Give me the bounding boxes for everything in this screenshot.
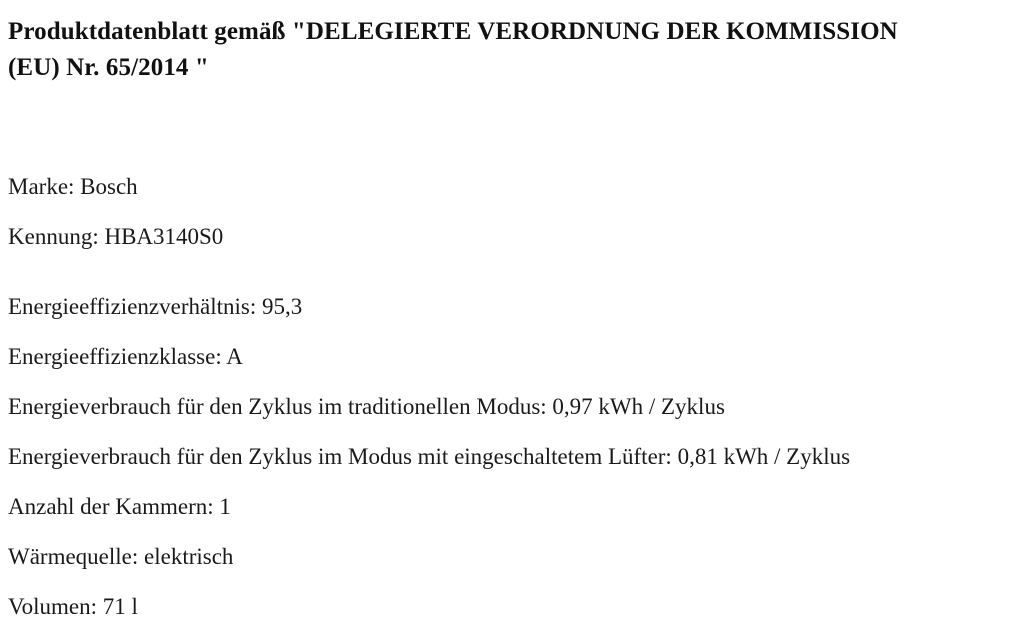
page-title-line-1: Produktdatenblatt gemäß "DELEGIERTE VERORDNUNG DER KOMMISSION xyxy=(8,18,898,45)
energy-efficiency-class-line: Energieeffizienzklasse: A xyxy=(8,344,243,369)
heat-source-line: Wärmequelle: elektrisch xyxy=(8,544,234,569)
identification-block xyxy=(8,162,1016,262)
page-title xyxy=(8,14,1016,86)
page-title-line-2: (EU) Nr. 65/2014 " xyxy=(8,54,209,81)
volume-line: Volumen: 71 l xyxy=(8,594,138,619)
model-identifier-line: Kennung: HBA3140S0 xyxy=(8,224,224,249)
brand-line: Marke: Bosch xyxy=(8,174,138,199)
specifications-block xyxy=(8,282,1016,632)
energy-efficiency-index-line: Energieeffizienzverhältnis: 95,3 xyxy=(8,294,303,319)
number-of-cavities-line: Anzahl der Kammern: 1 xyxy=(8,494,231,519)
energy-consumption-fan-line: Energieverbrauch für den Zyklus im Modus mit eingeschaltetem Lüfter: 0,81 kWh / Zyklus xyxy=(8,444,851,469)
identification-specs-spacer xyxy=(8,262,1016,282)
energy-consumption-conventional-line: Energieverbrauch für den Zyklus im traditionellen Modus: 0,97 kWh / Zyklus xyxy=(8,394,725,419)
title-body-spacer xyxy=(8,86,1016,162)
